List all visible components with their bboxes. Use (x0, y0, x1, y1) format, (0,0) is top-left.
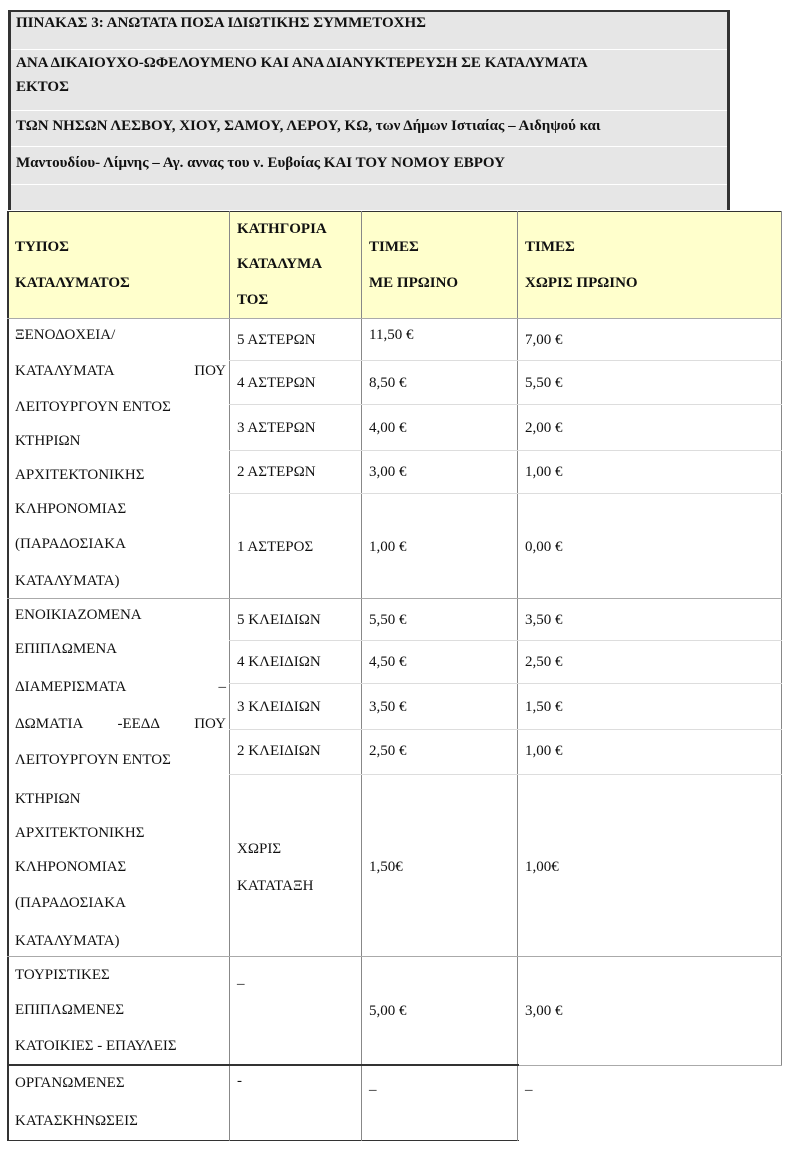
g1-row-3-category: 3 ΑΣΤΕΡΩΝ (237, 420, 316, 436)
g2-type-line: ΑΡΧΙΤΕΚΤΟΝΙΚΗΣ (15, 825, 145, 841)
g4-type-line: ΟΡΓΑΝΩΜΕΝΕΣ (15, 1075, 125, 1091)
g2-nocat-with: 1,50€ (369, 859, 403, 875)
g2-row-3-category: 3 ΚΛΕΙΔΙΩΝ (237, 699, 321, 715)
col-with-header-2: ΜΕ ΠΡΩΙΝΟ (369, 275, 459, 291)
g2-row-2-without: 2,50 € (525, 654, 563, 670)
g4-type-line: ΚΑΤΑΣΚΗΝΩΣΕΙΣ (15, 1113, 138, 1129)
col-category-header-3: ΤΟΣ (237, 292, 269, 308)
g2-nocat-category-2: ΚΑΤΑΤΑΞΗ (237, 878, 314, 894)
g3-without: 3,00 € (525, 1003, 563, 1019)
g3-category: _ (237, 971, 245, 987)
g2-type-line: (ΠΑΡΑΔΟΣΙΑΚΑ (15, 895, 126, 911)
g2-type-line: ΚΛΗΡΟΝΟΜΙΑΣ (15, 859, 127, 875)
g1-row-2-without: 5,50 € (525, 375, 563, 391)
g2-type-line-justified: ΔΙΑΜΕΡΙΣΜΑΤΑ – (15, 679, 226, 695)
g1-type-line: ΞΕΝΟΔΟΧΕΙΑ/ (15, 327, 116, 343)
title-line-1: ΠΙΝΑΚΑΣ 3: ΑΝΩΤΑΤΑ ΠΟΣΑ ΙΔΙΩΤΙΚΗΣ ΣΥΜΜΕΤΟΧΗΣ (16, 15, 426, 31)
g1-type-line-justified: ΚΑΤΑΛΥΜΑΤΑ ΠΟΥ (15, 363, 226, 379)
g3-type-line: ΚΑΤΟΙΚΙΕΣ - ΕΠΑΥΛΕΙΣ (15, 1038, 177, 1054)
g1-type-line: (ΠΑΡΑΔΟΣΙΑΚΑ (15, 536, 126, 552)
g1-type-line: ΚΛΗΡΟΝΟΜΙΑΣ (15, 501, 127, 517)
g2-type-line-justified: ΔΩΜΑΤΙΑ -ΕΕΔΔ ΠΟΥ (15, 716, 226, 732)
g2-row-4-category: 2 ΚΛΕΙΔΙΩΝ (237, 743, 321, 759)
g1-type-line: ΑΡΧΙΤΕΚΤΟΝΙΚΗΣ (15, 467, 145, 483)
g1-row-1-without: 7,00 € (525, 332, 563, 348)
g2-type-line: ΚΑΤΑΛΥΜΑΤΑ) (15, 933, 120, 949)
g2-row-1-category: 5 ΚΛΕΙΔΙΩΝ (237, 612, 321, 628)
g3-type-line: ΤΟΥΡΙΣΤΙΚΕΣ (15, 967, 110, 983)
title-line-2a: ΑΝΑ ΔΙΚΑΙΟΥΧΟ-ΩΦΕΛΟΥΜΕΝΟ ΚΑΙ ΑΝΑ ΔΙΑΝΥΚΤΕΡΕΥΣΗ ΣΕ ΚΑΤΑΛΥΜΑΤΑ (16, 55, 588, 71)
g1-type-line: ΚΑΤΑΛΥΜΑΤΑ) (15, 573, 120, 589)
g2-row-3-without: 1,50 € (525, 699, 563, 715)
g2-row-2-category: 4 ΚΛΕΙΔΙΩΝ (237, 654, 321, 670)
g1-type-line: ΚΤΗΡΙΩΝ (15, 433, 81, 449)
title-line-3: ΤΩΝ ΝΗΣΩΝ ΛΕΣΒΟΥ, ΧΙΟΥ, ΣΑΜΟΥ, ΛΕΡΟΥ, ΚΩ, των Δήμων Ιστιαίας – Αιδηψού και (16, 118, 601, 134)
col-category-header-1: ΚΑΤΗΓΟΡΙΑ (237, 221, 327, 237)
g1-row-3-without: 2,00 € (525, 420, 563, 436)
g4-category: - (237, 1073, 242, 1089)
g1-row-5-category: 1 ΑΣΤΕΡΟΣ (237, 539, 314, 555)
g1-row-2-category: 4 ΑΣΤΕΡΩΝ (237, 375, 316, 391)
g2-nocat-without: 1,00€ (525, 859, 559, 875)
g2-type-line: ΕΠΙΠΛΩΜΕΝΑ (15, 641, 118, 657)
prices-table (7, 211, 782, 1141)
g2-row-4-with: 2,50 € (369, 743, 407, 759)
g1-row-4-with: 3,00 € (369, 464, 407, 480)
g2-row-1-with: 5,50 € (369, 612, 407, 628)
g1-type-line: ΛΕΙΤΟΥΡΓΟΥΝ ΕΝΤΟΣ (15, 399, 171, 415)
g4-with: _ (369, 1077, 377, 1093)
g2-nocat-category-1: ΧΩΡΙΣ (237, 841, 282, 857)
g1-row-3-with: 4,00 € (369, 420, 407, 436)
g1-row-1-category: 5 ΑΣΤΕΡΩΝ (237, 332, 316, 348)
g2-row-3-with: 3,50 € (369, 699, 407, 715)
g2-row-2-with: 4,50 € (369, 654, 407, 670)
g1-row-4-without: 1,00 € (525, 464, 563, 480)
g2-type-line: ΚΤΗΡΙΩΝ (15, 791, 81, 807)
col-with-header-1: ΤΙΜΕΣ (369, 239, 419, 255)
g4-without: _ (525, 1077, 533, 1093)
g1-row-5-without: 0,00 € (525, 539, 563, 555)
g2-type-line: ΕΝΟΙΚΙΑΖΟΜΕΝΑ (15, 607, 142, 623)
g3-type-line: ΕΠΙΠΛΩΜΕΝΕΣ (15, 1002, 125, 1018)
title-line-2b: ΕΚΤΟΣ (16, 79, 69, 95)
g1-row-4-category: 2 ΑΣΤΕΡΩΝ (237, 464, 316, 480)
table-title-block (8, 10, 730, 210)
g3-with: 5,00 € (369, 1003, 407, 1019)
g2-row-1-without: 3,50 € (525, 612, 563, 628)
title-line-4: Μαντουδίου- Λίμνης – Αγ. αννας του ν. Ευβοίας ΚΑΙ ΤΟΥ ΝΟΜΟΥ ΕΒΡΟΥ (16, 155, 505, 171)
g1-row-2-with: 8,50 € (369, 375, 407, 391)
g2-row-4-without: 1,00 € (525, 743, 563, 759)
col-without-header-2: ΧΩΡΙΣ ΠΡΩΙΝΟ (525, 275, 638, 291)
col-without-header-1: ΤΙΜΕΣ (525, 239, 575, 255)
col-type-header-1: ΤΥΠΟΣ (15, 239, 69, 255)
g1-row-5-with: 1,00 € (369, 539, 407, 555)
g1-row-1-with: 11,50 € (369, 327, 414, 343)
col-type-header-2: ΚΑΤΑΛΥΜΑΤΟΣ (15, 275, 130, 291)
g2-type-line: ΛΕΙΤΟΥΡΓΟΥΝ ΕΝΤΟΣ (15, 752, 171, 768)
header-row (7, 211, 782, 318)
col-category-header-2: ΚΑΤΑΛΥΜΑ (237, 256, 323, 272)
